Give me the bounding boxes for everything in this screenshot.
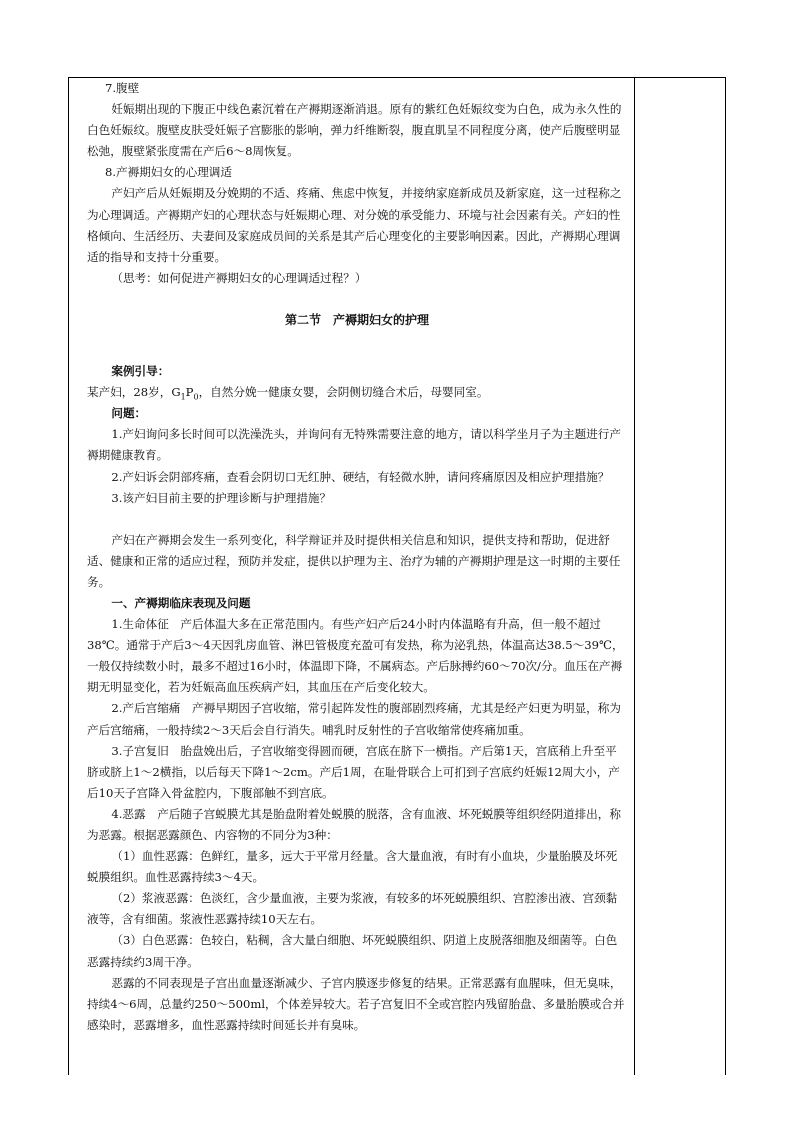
- think-question: （思考：如何促进产褥期妇女的心理调适过程？）: [111, 270, 367, 285]
- paragraph-abdominal-wall: 妊娠期出现的下腹正中线色素沉着在产褥期逐渐消退。原有的紫红色妊娠纹变为白色，成为永久性的白色妊娠纹。腹壁皮肤受妊娠子宫膨胀的影响，弹力纤维断裂，腹直肌呈不同程度分离，使产后腹壁明显松弛，腹壁紧张度需在产后6～8周恢复。: [87, 102, 622, 159]
- case-label: 案例引导：: [111, 364, 170, 379]
- heading-abdominal-wall: 7.腹壁: [105, 81, 140, 95]
- paragraph-lochia-alba: （3）白色恶露：色较白，粘稠，含大量白细胞、坏死蜕膜组织、阴道上皮脱落细胞及细菌等。白色恶露持续约3周干净。: [87, 933, 618, 969]
- paragraph-afterpains: 2.产后宫缩痛 产褥早期因子宫收缩，常引起阵发性的腹部剧烈疼痛，尤其是经产妇更为明显，称为产后宫缩痛，一般持续2～3天后会自行消失。哺乳时反射性的子宫收缩常使疼痛加重。: [87, 701, 621, 737]
- side-notes-column: [635, 77, 726, 1075]
- section-title: 第二节 产褥期妇女的护理: [284, 312, 429, 327]
- paragraph-vital-signs: 1.生命体征 产后体温大多在正常范围内。有些产妇产后24小时内体温略有升高，但一般不超过38℃。通常于产后3～4天因乳房血管、淋巴管极度充盈可有发热，称为泌乳热，体温高达38.5～39℃，一般仅持续数小时，最多不超过16小时，体温即下降，不属病态。产后脉搏约60～70次/分。血压在产褥期无明显变化，若为妊娠高血压疾病产妇，其血压在产后变化较大。: [87, 617, 624, 695]
- document-body: [87, 78, 627, 1036]
- paragraph-intro: 产妇在产褥期会发生一系列变化，科学辩证并及时提供相关信息和知识，提供支持和帮助，促进舒适、健康和正常的适应过程，预防并发症，提供以护理为主、治疗为辅的产褥期护理是这一时期的主要任务。: [87, 532, 621, 589]
- paragraph-lochia: 4.恶露 产后随子宫蜕膜尤其是胎盘附着处蜕膜的脱落，含有血液、坏死蜕膜等组织经阴道排出，称为恶露。根据恶露颜色、内容物的不同分为3种：: [87, 806, 621, 842]
- heading-psychological-adjustment: 8.产褥期妇女的心理调适: [105, 165, 232, 180]
- question-3: 3.该产妇目前主要的护理诊断与护理措施？: [111, 490, 332, 505]
- question-1: 1.产妇询问多长时间可以洗澡洗头，并询问有无特殊需要注意的地方，请以科学坐月子为主题进行产褥期健康教育。: [87, 427, 621, 463]
- paragraph-lochia-rubra: （1）血性恶露：色鲜红，量多，远大于平常月经量。含大量血液，有时有小血块，少量胎膜及坏死蜕膜组织。血性恶露持续3～4天。: [87, 849, 618, 885]
- heading-clinical-manifestations: 一、产褥期临床表现及问题: [111, 595, 251, 610]
- case-description: 某产妇，28岁，$G_1P_0$，自然分娩一健康女婴，会阴侧切缝合术后，母婴同室。: [87, 385, 489, 402]
- paragraph-lochia-summary: 恶露的不同表现是子宫出血量逐渐减少、子宫内膜逐步修复的结果。正常恶露有血腥味，但无臭味，持续4～6周，总量约250～500ml，个体差异较大。若子宫复旧不全或宫腔内残留胎盘、多量胎膜或合并感染时，恶露增多，血性恶露持续时间延长并有臭味。: [87, 975, 625, 1032]
- paragraph-lochia-serosa: （2）浆液恶露：色淡红，含少量血液，主要为浆液，有较多的坏死蜕膜组织、宫腔渗出液、宫颈黏液等，含有细菌。浆液性恶露持续10天左右。: [87, 891, 618, 927]
- questions-label: 问题：: [111, 406, 147, 421]
- paragraph-uterine-involution: 3.子宫复旧 胎盘娩出后，子宫收缩变得圆而硬，宫底在脐下一横指。产后第1天，宫底稍上升至平脐或脐上1～2横指，以后每天下降1～2cm。产后1周，在耻骨联合上可扪到子宫底约妊娠12周大小，产后10天子宫降入骨盆腔内，下腹部触不到宫底。: [87, 743, 620, 800]
- paragraph-psychological-adjustment: 产妇产后从妊娠期及分娩期的不适、疼痛、焦虑中恢复，并接纳家庭新成员及新家庭，这一过程称之为心理调适。产褥期产妇的心理状态与妊娠期心理、对分娩的承受能力、环境与社会因素有关。产妇的性格倾向、生活经历、夫妻间及家庭成员间的关系是其产后心理变化的主要影响因素。因此，产褥期心理调适的指导和支持十分重要。: [87, 186, 622, 264]
- question-2: 2.产妇诉会阴部疼痛，查看会阴切口无红肿、硬结，有轻微水肿，请问疼痛原因及相应护理措施？: [111, 469, 610, 484]
